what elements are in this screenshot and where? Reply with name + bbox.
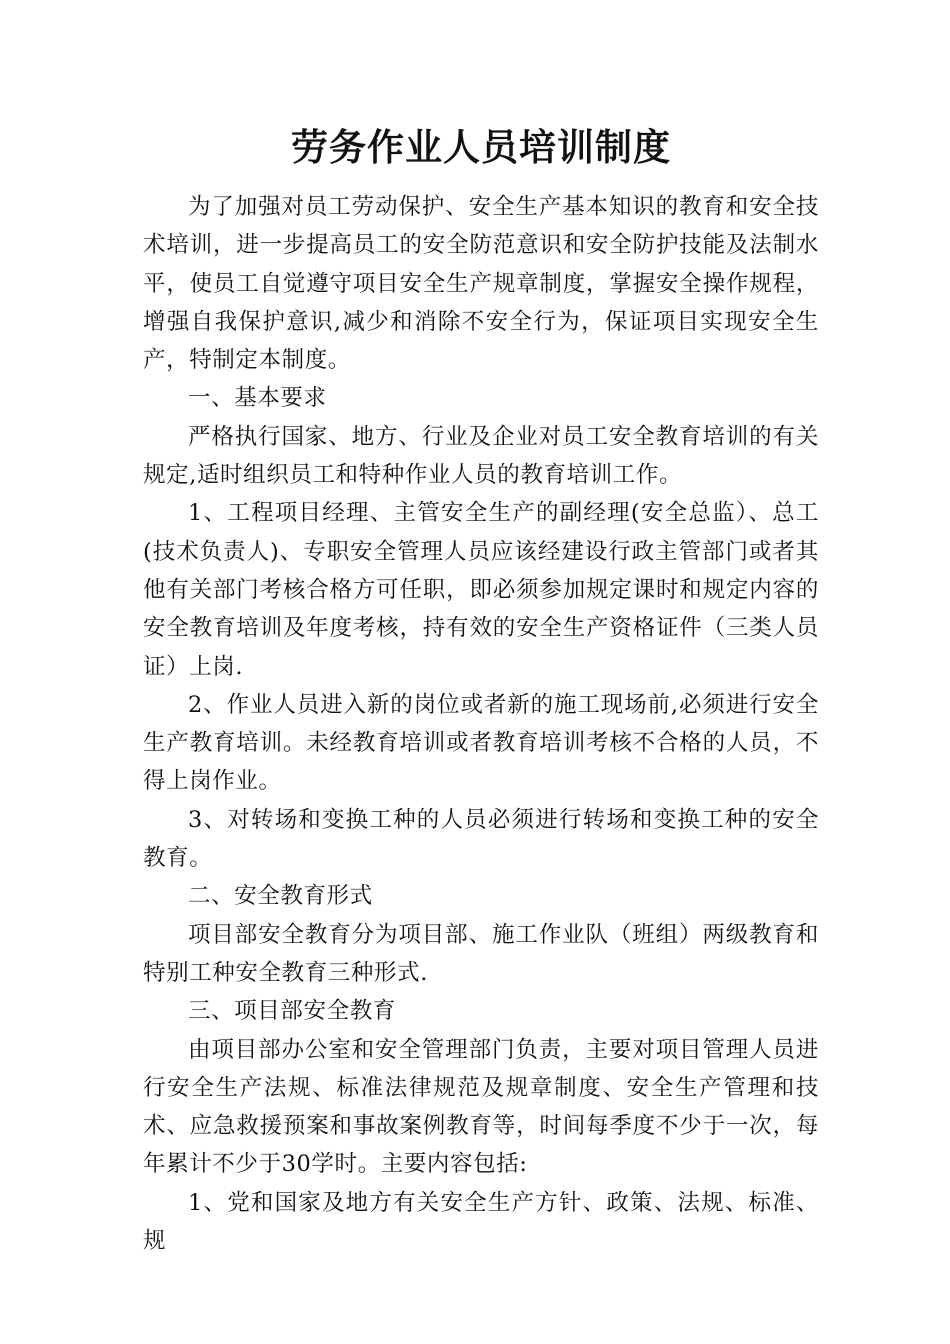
section1-item-3: 3、对转场和变换工种的人员必须进行转场和变换工种的安全教育。 [143,806,819,872]
section3-item-1: 1、党和国家及地方有关安全生产方针、政策、法规、标准、规 [143,1189,819,1255]
document-page [143,118,819,1260]
section-heading-education-forms: 二、安全教育形式 [188,883,373,910]
section3-body: 由项目部办公室和安全管理部门负责，主要对项目管理人员进行安全生产法规、标准法律规范及规章制度、安全生产管理和技术、应急救援预案和事故案例教育等，时间每季度不少于一次，每年累计不少于30学时。主要内容包括: [143,1036,819,1178]
section1-body: 严格执行国家、地方、行业及企业对员工安全教育培训的有关规定,适时组织员工和特种作业人员的教育培训工作。 [143,423,819,489]
section2-body: 项目部安全教育分为项目部、施工作业队（班组）两级教育和特别工种安全教育三种形式. [143,921,819,986]
section-heading-project-education: 三、项目部安全教育 [188,998,396,1025]
section-heading-basic-requirements: 一、基本要求 [188,385,327,412]
section1-item-1: 1、工程项目经理、主管安全生产的副经理(安全总监）、总工(技术负责人)、专职安全管理人员应该经建设行政主管部门或者其他有关部门考核合格方可任职，即必须参加规定课时和规定内容的安全教育培训及年度考核，持有效的安全生产资格证件（三类人员证）上岗. [143,500,819,680]
document-title: 劳务作业人员培训制度 [291,125,671,169]
section1-item-2: 2、作业人员进入新的岗位或者新的施工现场前,必须进行安全生产教育培训。未经教育培训或者教育培训考核不合格的人员，不得上岗作业。 [143,691,819,795]
intro-paragraph: 为了加强对员工劳动保护、安全生产基本知识的教育和安全技术培训，进一步提高员工的安全防范意识和安全防护技能及法制水平，使员工自觉遵守项目安全生产规章制度，掌握安全操作规程，增强自我保护意识,减少和消除不安全行为，保证项目实现安全生产，特制定本制度。 [143,194,819,374]
